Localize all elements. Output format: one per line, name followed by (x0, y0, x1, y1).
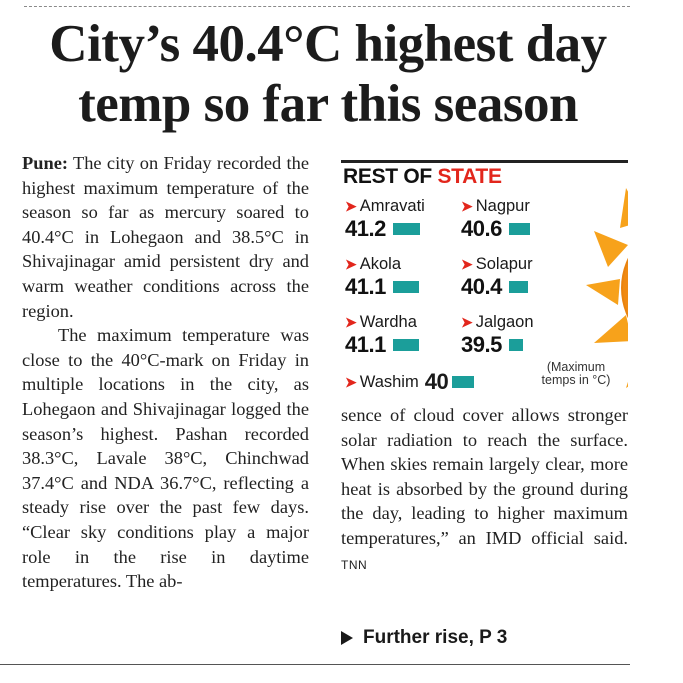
sidebar-title (343, 165, 502, 189)
city-name: Nagpur (475, 196, 530, 215)
headline (18, 14, 638, 134)
sidebar-title-part-1: REST OF (343, 165, 438, 188)
top-divider (24, 6, 630, 7)
article-paragraph-2: The maximum temperature was close to the 40°C-mark on Friday in multiple locations in the city, as Lohegaon and Shivajinagar logged the season’s highest. Pashan recorded 38.3°C, Lavale 38°C, Chinchwad 37.4°C and NDA 36.7°C, reflecting a steady rise over the past few days. “Clear sky conditions play a major role in the rise in daytime temperatures. The ab- (22, 325, 309, 592)
pointer-arrow-icon: ➤ (345, 197, 357, 214)
city-name: Wardha (359, 312, 417, 331)
city-temp: 41.1 (345, 332, 386, 357)
dateline: Pune: (22, 153, 68, 173)
paragraph-1-text: The city on Friday recorded the highest maximum temperature of the season so far as mercury soared to 40.4°C in Lohegaon and 38.5°C in Shivajinagar amid persistent dry and warm weather conditions across the region. (22, 153, 309, 321)
temp-bar (452, 376, 474, 388)
credit-byline: TNN (341, 557, 368, 572)
units-note: (Maximum temps in °C) (541, 360, 611, 387)
article-right-column (341, 403, 628, 577)
pointer-arrow-icon: ➤ (345, 373, 357, 390)
pointer-arrow-icon: ➤ (345, 313, 357, 330)
city-name: Amravati (359, 196, 425, 215)
play-triangle-icon (341, 631, 353, 645)
pointer-arrow-icon: ➤ (461, 255, 473, 272)
city-solapur (461, 254, 581, 300)
city-temp: 41.2 (345, 216, 386, 241)
rest-of-state-sidebar (341, 163, 628, 395)
temp-bar (393, 339, 419, 351)
city-wardha (345, 312, 465, 358)
temp-bar (509, 339, 523, 351)
pointer-arrow-icon: ➤ (461, 313, 473, 330)
city-name: Washim (359, 372, 419, 391)
temp-bar (509, 281, 528, 293)
article-continuation: sence of cloud cover allows stronger solar radiation to reach the surface. When skies remain largely clear, more heat is absorbed by the ground during the day, leading to higher maximum temperatures,” an IMD official said. (341, 405, 628, 548)
temp-bar (509, 223, 530, 235)
city-washim (345, 369, 474, 395)
city-name: Jalgaon (475, 312, 534, 331)
city-temp: 40.4 (461, 274, 502, 299)
city-name: Solapur (475, 254, 533, 273)
temp-bar (393, 281, 419, 293)
sidebar-title-part-2: STATE (437, 165, 502, 188)
further-rise-link[interactable] (341, 627, 507, 649)
city-temp: 40 (424, 369, 449, 394)
pointer-arrow-icon: ➤ (345, 255, 357, 272)
city-amravati (345, 196, 465, 242)
city-nagpur (461, 196, 581, 242)
headline-line-1: City’s 40.4°C highest day (49, 15, 607, 73)
article-paragraph-1 (22, 151, 309, 323)
city-temp: 39.5 (461, 332, 502, 357)
headline-line-2: temp so far this season (78, 75, 578, 133)
temp-bar (393, 223, 420, 235)
city-temp: 41.1 (345, 274, 386, 299)
city-akola (345, 254, 465, 300)
pointer-arrow-icon: ➤ (461, 197, 473, 214)
bottom-divider (0, 664, 630, 665)
city-name: Akola (359, 254, 402, 273)
article-left-column (22, 151, 309, 594)
city-jalgaon (461, 312, 581, 358)
city-temp: 40.6 (461, 216, 502, 241)
further-rise-label: Further rise, P 3 (363, 627, 508, 648)
